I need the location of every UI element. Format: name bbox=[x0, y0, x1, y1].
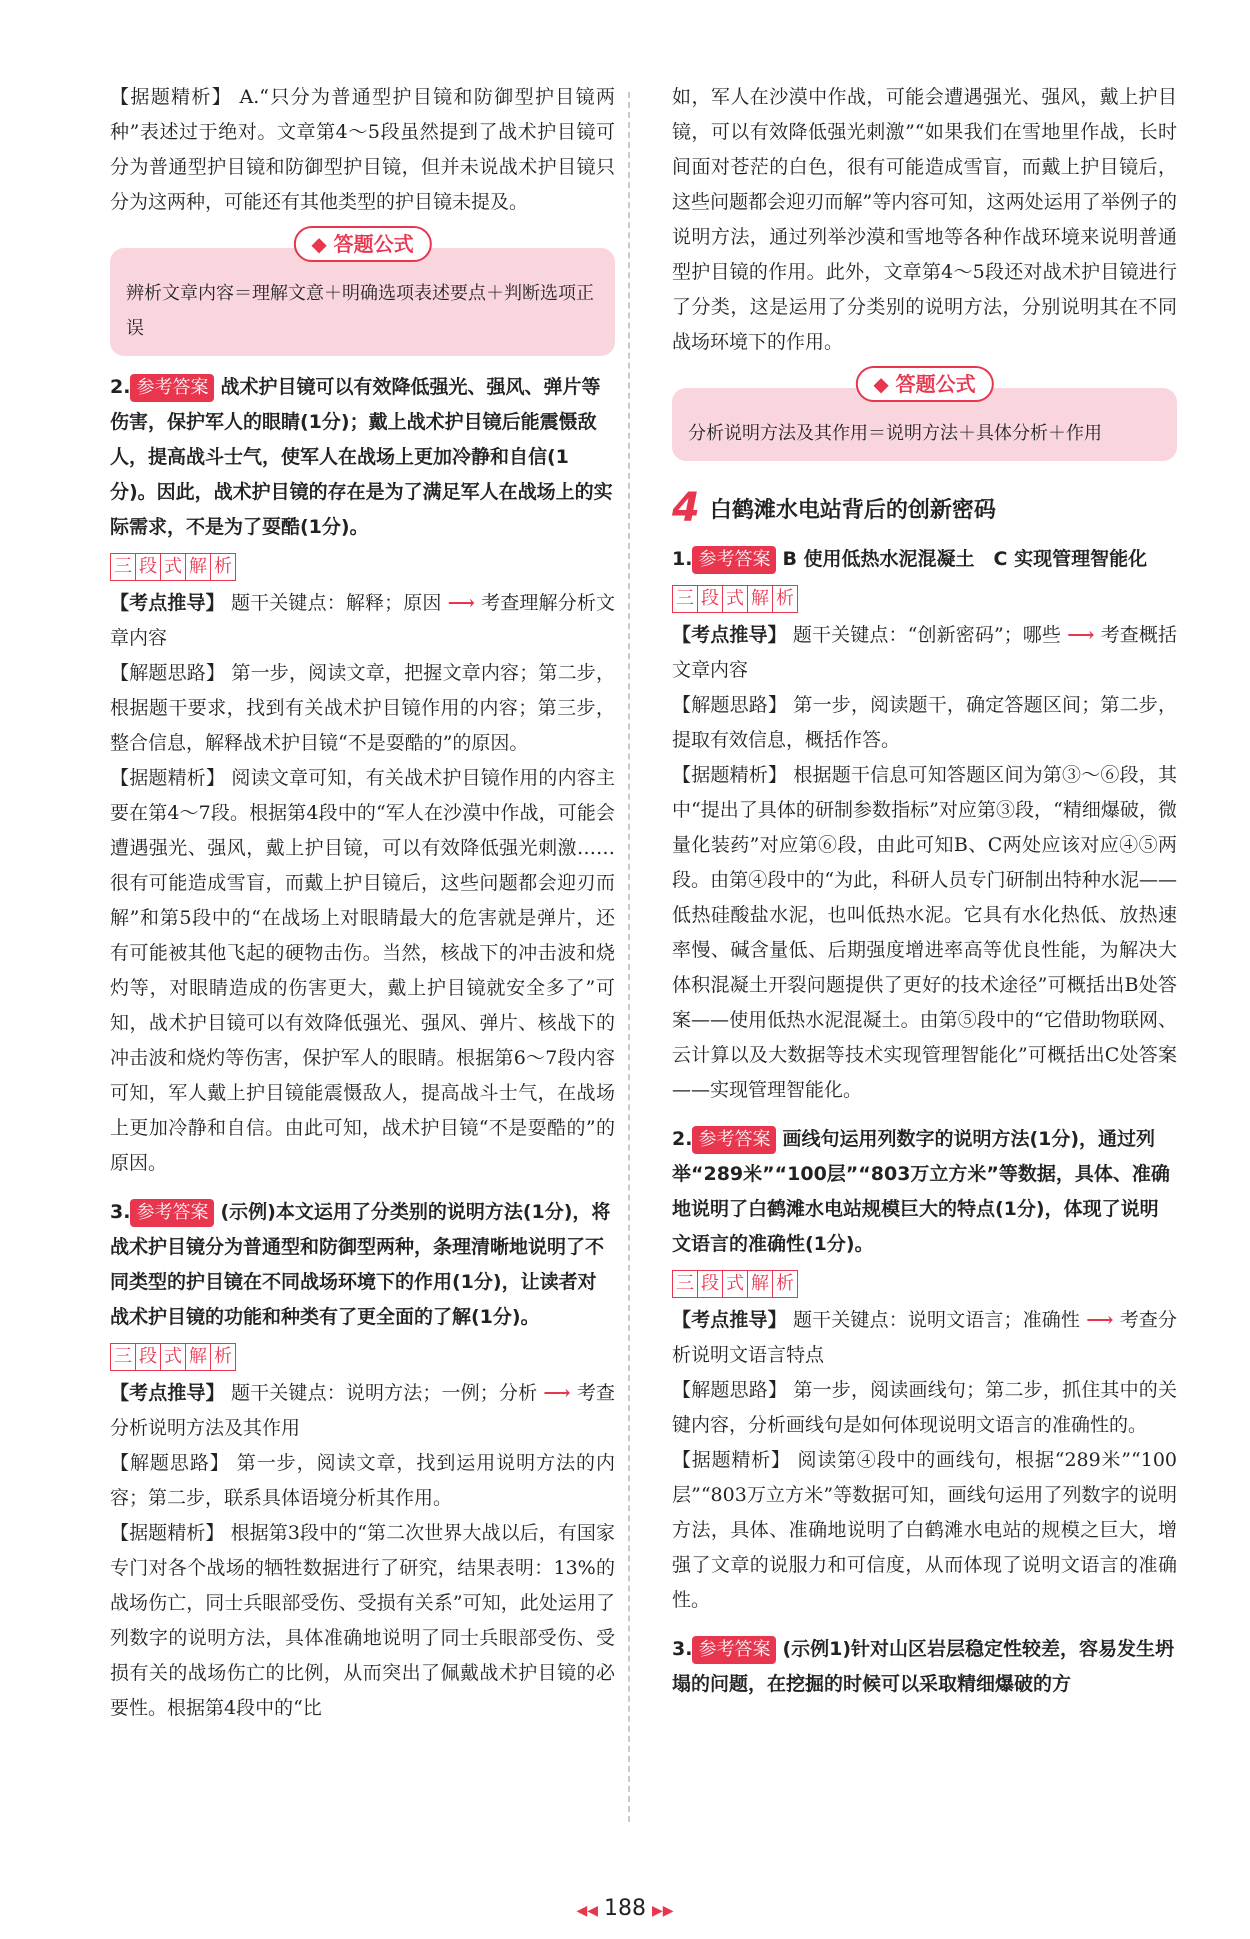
q2-kaodian-keys: 题干关键点：解释；原因 bbox=[231, 592, 442, 614]
arrow-icon: ⟶ bbox=[1067, 624, 1095, 646]
s4-q1-number: 1. bbox=[672, 548, 693, 570]
s4-q2-three-step-label bbox=[672, 1266, 1177, 1301]
q3-kaodian bbox=[110, 1376, 615, 1446]
sdsj-char: 三 bbox=[672, 1270, 698, 1298]
left-column bbox=[110, 80, 615, 1726]
s4-q1-answer bbox=[672, 542, 1177, 577]
q2-analysis: 【据题精析】 阅读文章可知，有关战术护目镜作用的内容主要在第4～7段。根据第4段中的“军人在沙漠中作战，可能会遭遇强光、强风，戴上护目镜，可以有效降低强光刺激……很有可能造成雪盲，而戴上护目镜后，这些问题都会迎刃而解”和第5段中的“在战场上对眼睛最大的危害就是弹片，还有可能被其他飞起的硬物击伤。当然，核战下的冲击波和烧灼等，对眼睛造成的伤害更大，戴上护目镜就安全多了”可知，战术护目镜可以有效降低强光、强风、弹片、核战下的冲击波和烧灼等伤害，保护军人的眼睛。根据第6～7段内容可知，军人戴上护目镜能震慑敌人，提高战斗士气，在战场上更加冷静和自信。由此可知，战术护目镜“不是耍酷的”的原因。 bbox=[110, 767, 615, 1174]
arrow-icon: ⟶ bbox=[447, 592, 475, 614]
sdsj-char: 式 bbox=[160, 1343, 186, 1371]
q3-analysis-continued: 如，军人在沙漠中作战，可能会遭遇强光、强风，戴上护目镜，可以有效降低强光刺激”“如果我们在雪地里作战，长时间面对苍茫的白色，很有可能造成雪盲，而戴上护目镜后，这些问题都会迎刃而解”等内容可知，这两处运用了举例子的说明方法，通过列举沙漠和雪地等各种作战环境来说明普通型护目镜的作用。此外，文章第4～5段还对战术护目镜进行了分类，这是运用了分类别的说明方法，分别说明其在不同战场环境下的作用。 bbox=[672, 86, 1177, 353]
q2-answer bbox=[110, 370, 615, 545]
s4-q1-kaodian-label: 【考点推导】 bbox=[672, 624, 787, 646]
sdsj-char: 三 bbox=[110, 553, 136, 581]
q3-three-step-label bbox=[110, 1339, 615, 1374]
sdsj-char: 三 bbox=[672, 585, 698, 613]
sdsj-char: 段 bbox=[697, 1270, 723, 1298]
formula-title-1: ◆ 答题公式 bbox=[293, 226, 431, 262]
q2-approach: 【解题思路】 第一步，阅读文章，把握文章内容；第二步，根据题干要求，找到有关战术护目镜作用的内容；第三步，整合信息，解释战术护目镜“不是耍酷的”的原因。 bbox=[110, 662, 615, 754]
s4-q3-answer-badge: 参考答案 bbox=[692, 1636, 776, 1664]
s4-q2-approach: 【解题思路】 第一步，阅读画线句；第二步，抓住其中的关键内容，分析画线句是如何体现说明文语言的准确性的。 bbox=[672, 1379, 1177, 1436]
s4-q2-number: 2. bbox=[672, 1128, 693, 1150]
q3-answer bbox=[110, 1195, 615, 1335]
s4-q1-analysis: 【据题精析】 根据题干信息可知答题区间为第③～⑥段，其中“提出了具体的研制参数指标”对应第③段，“精细爆破，微量化装药”对应第⑥段，由此可知B、C两处应该对应④⑤两段。由第④段中的“为此，科研人员专门研制出特种水泥——低热硅酸盐水泥，也叫低热水泥。它具有水化热低、放热速率慢、碱含量低、后期强度增进率高等优良性能，为解决大体积混凝土开裂问题提供了更好的技术途径”可概括出B处答案——使用低热水泥混凝土。由第⑤段中的“它借助物联网、云计算以及大数据等技术实现管理智能化”可概括出C处答案——实现管理智能化。 bbox=[672, 764, 1177, 1101]
sdsj-char: 式 bbox=[722, 1270, 748, 1298]
page-number bbox=[0, 1896, 1250, 1921]
sdsj-char: 段 bbox=[135, 1343, 161, 1371]
sdsj-char: 段 bbox=[135, 553, 161, 581]
sdsj-char: 解 bbox=[185, 553, 211, 581]
s4-q3-number: 3. bbox=[672, 1638, 693, 1660]
q3-kaodian-label: 【考点推导】 bbox=[110, 1382, 225, 1404]
formula-box-1 bbox=[110, 232, 615, 356]
q2-kaodian bbox=[110, 586, 615, 656]
page-number-text: 188 bbox=[604, 1896, 646, 1921]
intro-analysis: 【据题精析】 A.“只分为普通型护目镜和防御型护目镜两种”表述过于绝对。文章第4～5段虽然提到了战术护目镜可分为普通型护目镜和防御型护目镜，但并未说战术护目镜只分为这两种，可能还有其他类型的护目镜未提及。 bbox=[110, 86, 615, 213]
sdsj-char: 解 bbox=[747, 1270, 773, 1298]
right-column bbox=[672, 80, 1177, 1702]
chevron-right-icon: ▶▶ bbox=[652, 1903, 674, 1919]
column-divider bbox=[628, 92, 630, 1822]
q2-kaodian-target: 考查理解分析文章内容 bbox=[110, 592, 615, 649]
q3-answer-badge: 参考答案 bbox=[130, 1199, 214, 1227]
q2-three-step-label bbox=[110, 549, 615, 584]
sdsj-char: 析 bbox=[210, 553, 236, 581]
s4-q1-approach: 【解题思路】 第一步，阅读题干，确定答题区间；第二步，提取有效信息，概括作答。 bbox=[672, 694, 1177, 751]
sdsj-char: 析 bbox=[772, 585, 798, 613]
s4-q2-analysis: 【据题精析】 阅读第④段中的画线句，根据“289米”“100层”“803万立方米”等数据可知，画线句运用了列数字的说明方法，具体、准确地说明了白鹤滩水电站的规模之巨大，增强了文章的说服力和可信度，从而体现了说明文语言的准确性。 bbox=[672, 1449, 1177, 1611]
q3-kaodian-keys: 题干关键点：说明方法；一例；分析 bbox=[231, 1382, 538, 1404]
s4-q1-three-step-label bbox=[672, 581, 1177, 616]
q3-number: 3. bbox=[110, 1201, 131, 1223]
q3-answer-text: (示例)本文运用了分类别的说明方法(1分)，将战术护目镜分为普通型和防御型两种，条理清晰地说明了不同类型的护目镜在不同战场环境下的作用(1分)，让读者对战术护目镜的功能和种类有了更全面的了解(1分)。 bbox=[110, 1201, 611, 1328]
formula-text-2: 分析说明方法及其作用＝说明方法＋具体分析＋作用 bbox=[688, 423, 1102, 444]
section-title: 白鹤滩水电站背后的创新密码 bbox=[709, 498, 996, 523]
q3-analysis: 【据题精析】 根据第3段中的“第二次世界大战以后，有国家专门对各个战场的牺牲数据进行了研究，结果表明：13%的战场伤亡，同士兵眼部受伤、受损有关系”可知，此处运用了列数字的说明方法，具体准确地说明了同士兵眼部受伤、受损有关的战场伤亡的比例，从而突出了佩戴战术护目镜的必要性。根据第4段中的“比 bbox=[110, 1522, 615, 1719]
q2-number: 2. bbox=[110, 376, 131, 398]
q2-kaodian-label: 【考点推导】 bbox=[110, 592, 225, 614]
s4-q1-answer-text: B 使用低热水泥混凝土 C 实现管理智能化 bbox=[782, 548, 1148, 570]
sdsj-char: 解 bbox=[747, 585, 773, 613]
s4-q2-kaodian-label: 【考点推导】 bbox=[672, 1309, 787, 1331]
q2-answer-badge: 参考答案 bbox=[130, 374, 214, 402]
q3-kaodian-target: 考查分析说明方法及其作用 bbox=[110, 1382, 615, 1439]
section-number: 4 bbox=[672, 485, 700, 531]
s4-q1-answer-badge: 参考答案 bbox=[692, 546, 776, 574]
sdsj-char: 解 bbox=[185, 1343, 211, 1371]
s4-q2-kaodian bbox=[672, 1303, 1177, 1373]
formula-box-2 bbox=[672, 372, 1177, 461]
sdsj-char: 析 bbox=[210, 1343, 236, 1371]
s4-q1-kaodian bbox=[672, 618, 1177, 688]
s4-q3-answer bbox=[672, 1632, 1177, 1702]
q2-answer-text: 战术护目镜可以有效降低强光、强风、弹片等伤害，保护军人的眼睛(1分)；戴上战术护目镜后能震慑敌人，提高战斗士气，使军人在战场上更加冷静和自信(1分)。因此，战术护目镜的存在是为了满足军人在战场上的实际需求，不是为了耍酷(1分)。 bbox=[110, 376, 613, 538]
s4-q2-kaodian-target: 考查分析说明文语言特点 bbox=[672, 1309, 1177, 1366]
arrow-icon: ⟶ bbox=[1086, 1309, 1114, 1331]
formula-title-2: ◆ 答题公式 bbox=[855, 366, 993, 402]
sdsj-char: 段 bbox=[697, 585, 723, 613]
s4-q1-kaodian-keys: 题干关键点：“创新密码”；哪些 bbox=[792, 624, 1062, 646]
arrow-icon: ⟶ bbox=[543, 1382, 571, 1404]
q3-approach: 【解题思路】 第一步，阅读文章，找到运用说明方法的内容；第二步，联系具体语境分析其作用。 bbox=[110, 1452, 615, 1509]
formula-text-1: 辨析文章内容＝理解文意＋明确选项表述要点＋判断选项正误 bbox=[126, 283, 594, 339]
s4-q2-answer-text: 画线句运用列数字的说明方法(1分)，通过列举“289米”“100层”“803万立方米”等数据，具体、准确地说明了白鹤滩水电站规模巨大的特点(1分)，体现了说明文语言的准确性(1分)。 bbox=[672, 1128, 1170, 1255]
s4-q2-answer-badge: 参考答案 bbox=[692, 1126, 776, 1154]
s4-q2-answer bbox=[672, 1122, 1177, 1262]
s4-q1-kaodian-target: 考查概括文章内容 bbox=[672, 624, 1177, 681]
s4-q2-kaodian-keys: 题干关键点：说明文语言；准确性 bbox=[793, 1309, 1081, 1331]
sdsj-char: 式 bbox=[160, 553, 186, 581]
sdsj-char: 析 bbox=[772, 1270, 798, 1298]
chevron-left-icon: ◀◀ bbox=[576, 1903, 598, 1919]
s4-q3-answer-text: (示例1)针对山区岩层稳定性较差，容易发生坍塌的问题，在挖掘的时候可以采取精细爆破的方 bbox=[672, 1638, 1175, 1695]
sdsj-char: 三 bbox=[110, 1343, 136, 1371]
sdsj-char: 式 bbox=[722, 585, 748, 613]
section-heading bbox=[672, 485, 1177, 531]
